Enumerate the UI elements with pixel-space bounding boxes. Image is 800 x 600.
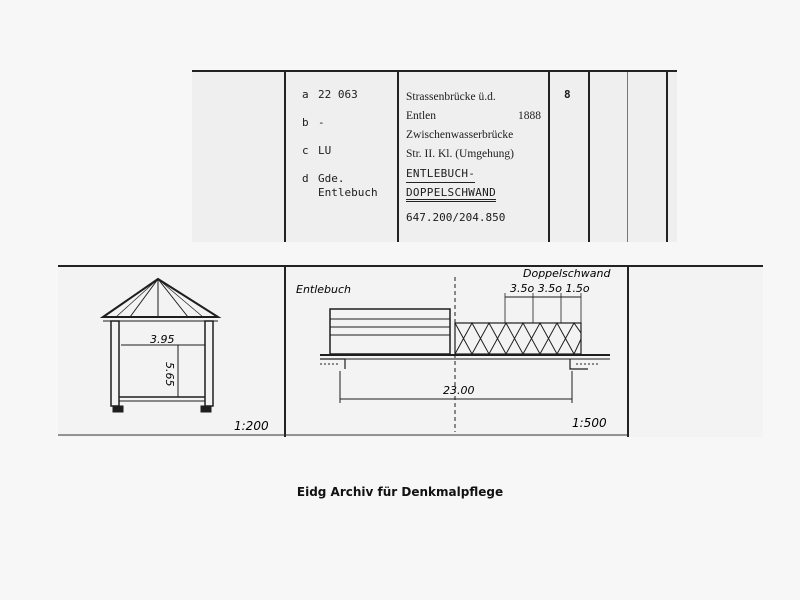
technical-drawings	[58, 267, 763, 437]
column-divider	[548, 72, 550, 242]
column-divider	[284, 72, 286, 242]
field-key: b	[302, 116, 309, 129]
coordinates: 647.200/204.850	[406, 211, 506, 224]
field-d	[302, 172, 382, 200]
bridge-name: Zwischenwasserbrücke	[406, 129, 514, 141]
municipality: Gde. Entlebuch	[318, 172, 378, 199]
archive-caption: Eidg Archiv für Denkmalpflege	[296, 485, 504, 499]
location-line-2: DOPPELSCHWAND	[406, 183, 496, 202]
bridge-description	[406, 88, 541, 227]
field-key: a	[302, 88, 309, 101]
field-a	[302, 88, 382, 102]
cross-section-height-dim: 5.65	[163, 362, 176, 387]
drawings-panel	[58, 265, 763, 437]
elevation-right-label: Doppelschwand	[523, 267, 611, 280]
elevation-left-label: Entlebuch	[296, 283, 352, 296]
bridge-type: Strassenbrücke ü.d.	[406, 91, 496, 103]
field-b	[302, 116, 382, 130]
canton-code: LU	[318, 144, 332, 157]
record-fields	[302, 88, 382, 214]
elevation-drawing	[320, 277, 610, 432]
elevation-scale: 1:500	[572, 416, 607, 430]
cross-section-scale: 1:200	[234, 419, 269, 433]
column-divider	[666, 72, 668, 242]
field-c	[302, 144, 382, 158]
elevation-top-dims: 3.5o 3.5o 1.5o	[510, 282, 590, 295]
inventory-number: 22 063	[318, 88, 358, 101]
construction-year: 1888	[518, 110, 541, 122]
column-divider	[397, 72, 399, 242]
field-key: c	[302, 144, 309, 157]
column-divider	[627, 72, 628, 242]
location-line-1: ENTLEBUCH-	[406, 164, 475, 183]
field-key: d	[302, 172, 309, 185]
road-class: Str. II. Kl. (Umgehung)	[406, 148, 514, 160]
cross-section-width-dim: 3.95	[150, 333, 175, 346]
column-divider	[588, 72, 590, 242]
record-number: 8	[564, 88, 571, 101]
elevation-span-dim: 23.00	[443, 384, 475, 397]
river-name: Entlen	[406, 110, 437, 122]
field-b-value: -	[318, 116, 325, 129]
record-card	[192, 70, 677, 242]
